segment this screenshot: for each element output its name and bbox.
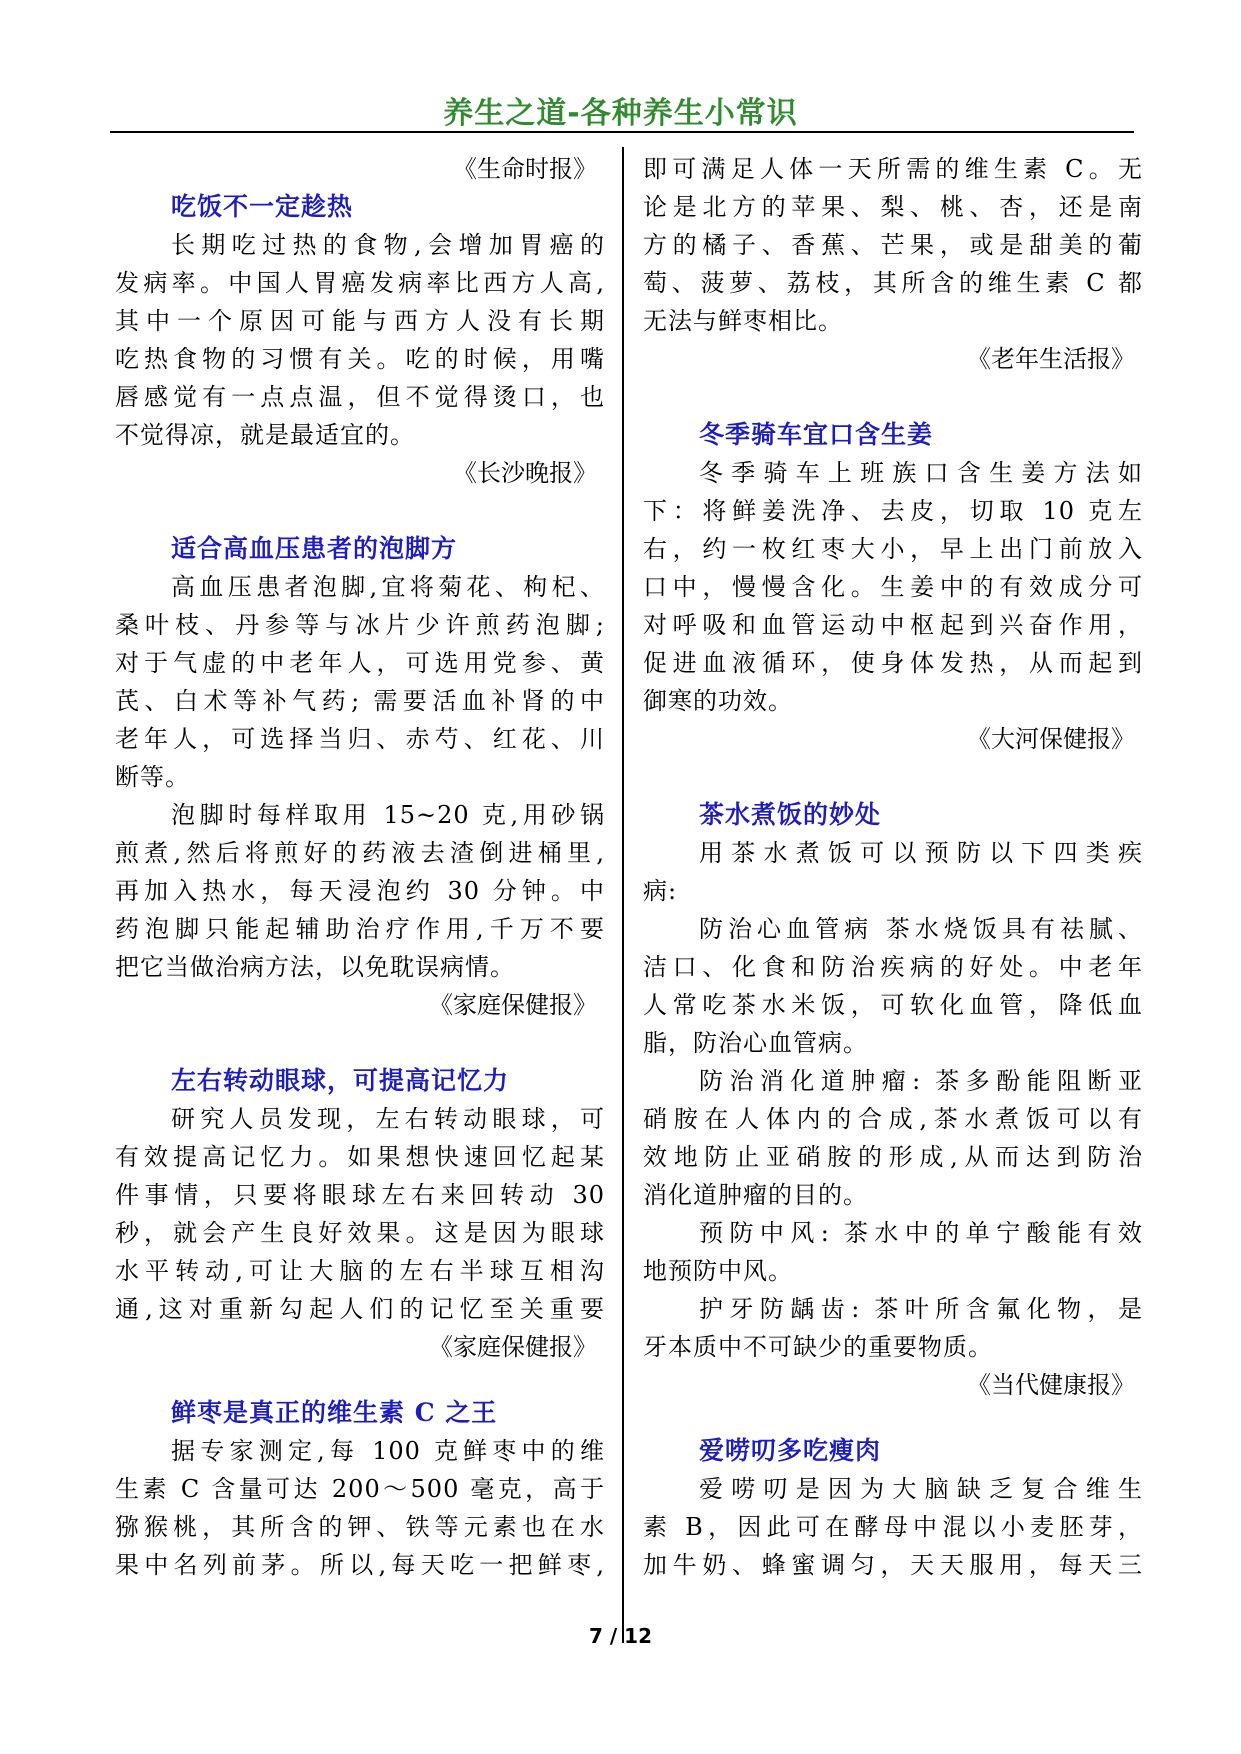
article-source: 《当代健康报》 [967, 1371, 1135, 1399]
article-line: 对呼吸和血管运动中枢起到兴奋作用， [643, 611, 1143, 639]
article-line: 冬季骑车上班族口含生姜方法如 [699, 459, 1143, 487]
left-column [115, 150, 605, 1584]
article-line: 防治心血管病 茶水烧饭具有祛腻、 [699, 915, 1143, 943]
article-source: 《老年生活报》 [967, 345, 1135, 373]
article-line: 消化道肿瘤的目的。 [643, 1181, 868, 1209]
article-line: 其中一个原因可能与西方人没有长期 [115, 307, 605, 335]
article-line: 秒，就会产生良好效果。这是因为眼球 [115, 1219, 605, 1247]
article-line: 件事情，只要将眼球左右来回转动 30 [115, 1181, 605, 1209]
article-line: 爱唠叨是因为大脑缺乏复合维生 [699, 1475, 1143, 1503]
article-line: 唇感觉有一点点温，但不觉得烫口，也 [115, 383, 605, 411]
article-line: 脂，防治心血管病。 [643, 1029, 868, 1057]
article-line: 御寒的功效。 [643, 687, 793, 715]
article-line: 即可满足人体一天所需的维生素 C。无 [643, 155, 1143, 183]
article-line: 素 B，因此可在酵母中混以小麦胚芽， [643, 1513, 1143, 1541]
article-line: 预防中风: 茶水中的单宁酸能有效 [699, 1219, 1143, 1247]
article-line: 断等。 [115, 763, 190, 791]
article-line: 把它当做治病方法，以免耽误病情。 [115, 953, 515, 981]
article-source: 《家庭保健报》 [429, 991, 597, 1019]
article-source: 《家庭保健报》 [429, 1333, 597, 1361]
article-line: 水平转动,可让大脑的左右半球互相沟 [115, 1257, 605, 1285]
column-divider [622, 147, 624, 1643]
article-source: 《大河保健报》 [967, 725, 1135, 753]
article-title: 左右转动眼球，可提高记忆力 [171, 1066, 510, 1095]
article-title: 吃饭不一定趁热 [171, 192, 354, 221]
article-title: 鲜枣是真正的维生素 C 之王 [171, 1398, 498, 1427]
page-number: 7 / 12 [589, 1624, 652, 1648]
article-title: 爱唠叨多吃瘦肉 [699, 1436, 882, 1465]
right-column [643, 150, 1143, 1584]
article-line: 加牛奶、蜂蜜调匀，天天服用，每天三 [643, 1551, 1143, 1579]
article-line: 通,这对重新勾起人们的记忆至关重要 [115, 1295, 605, 1323]
article-line: 药泡脚只能起辅助治疗作用,千万不要 [115, 915, 605, 943]
article-title: 冬季骑车宜口含生姜 [699, 420, 934, 449]
article-line: 不觉得凉，就是最适宜的。 [115, 421, 415, 449]
article-line: 有效提高记忆力。如果想快速回忆起某 [115, 1143, 605, 1171]
article-line: 促进血液循环，使身体发热，从而起到 [643, 649, 1143, 677]
article-line: 洁口、化食和防治疾病的好处。中老年 [643, 953, 1143, 981]
article-source: 《长沙晚报》 [453, 459, 597, 487]
page-header-title: 养生之道-各种养生小常识 [443, 96, 798, 131]
article-source: 《生命时报》 [453, 155, 597, 183]
article-line: 萄、菠萝、荔枝，其所含的维生素 C 都 [643, 269, 1143, 297]
article-line: 长期吃过热的食物,会增加胃癌的 [171, 231, 605, 259]
header-rule [110, 131, 1134, 133]
article-title: 茶水煮饭的妙处 [699, 800, 882, 829]
article-line: 老年人，可选择当归、赤芍、红花、川 [115, 725, 605, 753]
article-line: 据专家测定,每 100 克鲜枣中的维 [171, 1437, 605, 1465]
article-line: 人常吃茶水米饭，可软化血管，降低血 [643, 991, 1143, 1019]
article-line: 牙本质中不可缺少的重要物质。 [643, 1333, 993, 1361]
article-line: 研究人员发现，左右转动眼球，可 [171, 1105, 605, 1133]
article-line: 下：将鲜姜洗净、去皮，切取 10 克左 [643, 497, 1143, 525]
article-line: 对于气虚的中老年人，可选用党参、黄 [115, 649, 605, 677]
article-line: 护牙防龋齿: 茶叶所含氟化物，是 [699, 1295, 1143, 1323]
article-line: 猕猴桃，其所含的钾、铁等元素也在水 [115, 1513, 605, 1541]
article-line: 口中，慢慢含化。生姜中的有效成分可 [643, 573, 1143, 601]
article-line: 用茶水煮饭可以预防以下四类疾 [699, 839, 1143, 867]
article-line: 桑叶枝、丹参等与冰片少许煎药泡脚; [115, 611, 605, 639]
article-line: 再加入热水，每天浸泡约 30 分钟。中 [115, 877, 605, 905]
article-line: 芪、白术等补气药; 需要活血补肾的中 [115, 687, 605, 715]
article-line: 泡脚时每样取用 15~20 克,用砂锅 [171, 801, 605, 829]
article-line: 硝胺在人体内的合成,茶水煮饭可以有 [643, 1105, 1143, 1133]
article-line: 论是北方的苹果、梨、桃、杏，还是南 [643, 193, 1143, 221]
article-line: 吃热食物的习惯有关。吃的时候，用嘴 [115, 345, 605, 373]
article-line: 病: [643, 877, 678, 905]
article-line: 地预防中风。 [643, 1257, 793, 1285]
article-line: 煎煮,然后将煎好的药液去渣倒进桶里, [115, 839, 605, 867]
article-line: 生素 C 含量可达 200～500 毫克，高于 [115, 1475, 605, 1503]
article-line: 效地防止亚硝胺的形成,从而达到防治 [643, 1143, 1143, 1171]
article-line: 防治消化道肿瘤: 茶多酚能阻断亚 [699, 1067, 1143, 1095]
article-line: 果中名列前茅。所以,每天吃一把鲜枣, [115, 1551, 605, 1579]
article-title: 适合高血压患者的泡脚方 [171, 534, 458, 563]
article-line: 高血压患者泡脚,宜将菊花、枸杞、 [171, 573, 605, 601]
article-line: 方的橘子、香蕉、芒果，或是甜美的葡 [643, 231, 1143, 259]
article-line: 发病率。中国人胃癌发病率比西方人高, [115, 269, 605, 297]
article-line: 无法与鲜枣相比。 [643, 307, 843, 335]
article-line: 右，约一枚红枣大小，早上出门前放入 [643, 535, 1143, 563]
